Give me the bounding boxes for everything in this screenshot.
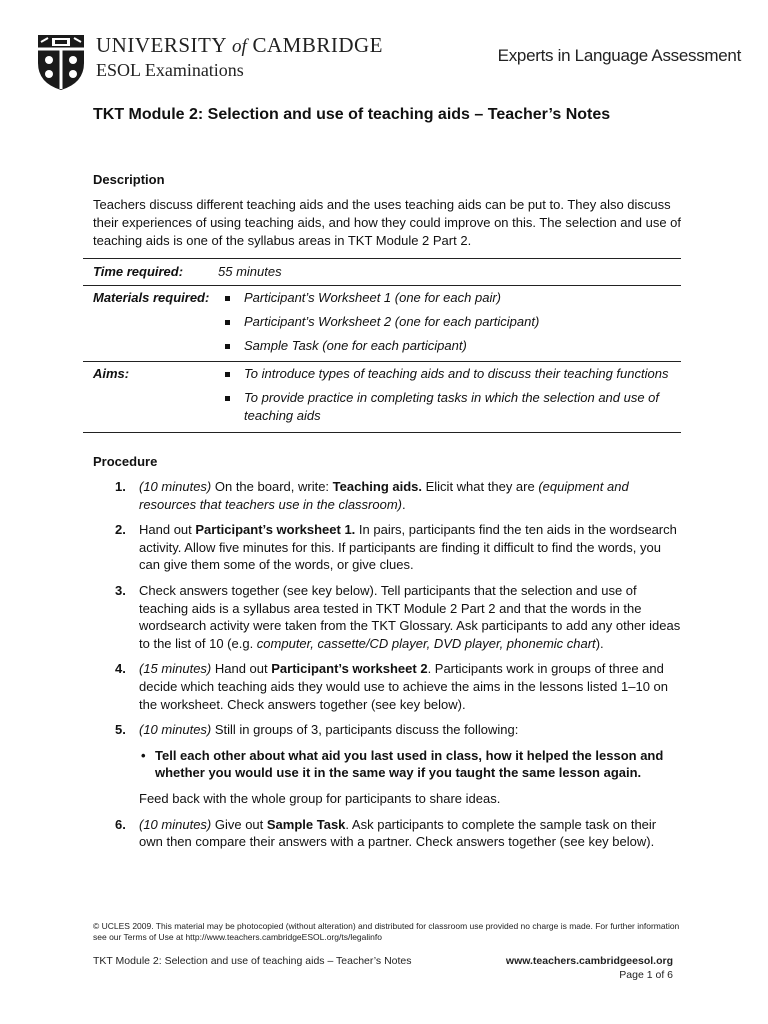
square-bullet-icon (225, 396, 230, 401)
square-bullet-icon (225, 344, 230, 349)
list-item: To introduce types of teaching aids and to discuss their teaching functions (218, 365, 681, 383)
list-item: Participant’s Worksheet 2 (one for each participant) (218, 313, 681, 331)
aims-list (218, 365, 681, 425)
document-title: TKT Module 2: Selection and use of teaching aids – Teacher’s Notes (93, 106, 611, 123)
materials-row (83, 286, 681, 362)
list-item: Sample Task (one for each participant) (218, 337, 681, 355)
esol-examinations: ESOL Examinations (96, 60, 244, 80)
page-header (0, 0, 768, 95)
description-heading: Description (93, 172, 165, 187)
cambridge-crest-icon (36, 33, 86, 91)
procedure-step-4: 4. (15 minutes) Hand out Participant’s worksheet 2. Participants work in groups of three and decide which teaching aids they would use to achieve the aims in the lessons listed 1–10 on the worksheet. Check answers together (see key below). (115, 661, 668, 712)
page-number: Page 1 of 6 (619, 969, 673, 981)
list-item: To provide practice in completing tasks in which the selection and use of teaching aids (218, 389, 681, 425)
bullet-dot-icon: • (141, 747, 146, 763)
aims-row (83, 362, 681, 433)
time-label: Time required: (93, 264, 184, 279)
square-bullet-icon (225, 372, 230, 377)
materials-list (218, 289, 681, 355)
tagline: Experts in Language Assessment (497, 46, 741, 65)
university-name: UNIVERSITY of CAMBRIDGE (96, 33, 384, 57)
copyright-notice: © UCLES 2009. This material may be photocopied (without alteration) and distributed for classroom use provided no charge is made. For further information see our Terms of Use at http://www.teachers.cambridgeESOL.org/ts/legalinfo (93, 921, 680, 942)
procedure-step-5: 5. (10 minutes) Still in groups of 3, participants discuss the following: • Tell each other about what aid you last used in class, how it helped the lesson and whether you would use it in the same way if you taught the same lesson again. Feed back with the whole group for participants to share ideas. (93, 721, 683, 807)
procedure-step-3: 3. Check answers together (see key below). Tell participants that the selection and use of teaching aids is a syllabus area tested in TKT Module 2 Part 2 and that the words in the wordsearch activity were taken from the TKT Glossary. Ask participants to add any other ideas to the list of 10 (e.g. computer, cassette/CD player, DVD player, phonemic chart). (115, 582, 681, 651)
square-bullet-icon (225, 296, 230, 301)
time-row (83, 259, 681, 286)
description-text: Teachers discuss different teaching aids and the uses teaching aids can be put to. They also discuss their experiences of using teaching aids, and how they could improve on this. The selection and use of teaching aids is one of the syllabus areas in TKT Module 2 Part 2. (93, 197, 682, 248)
materials-label: Materials required: (93, 290, 210, 305)
info-table (83, 258, 681, 433)
aims-label: Aims: (93, 366, 130, 381)
time-value: 55 minutes (218, 264, 282, 279)
square-bullet-icon (225, 320, 230, 325)
procedure-steps (93, 478, 683, 859)
procedure-heading: Procedure (93, 454, 158, 469)
procedure-step-2: 2. Hand out Participant’s worksheet 1. In pairs, participants find the ten aids in the wordsearch activity. Allow five minutes for this. If participants are finding it difficult to find the words, you can give them some of the words, or give clues. (115, 522, 677, 573)
footer-website-link[interactable]: www.teachers.cambridgeesol.org (505, 955, 673, 967)
procedure-step-6: 6. (10 minutes) Give out Sample Task. Ask participants to complete the sample task on their own then compare their answers with a partner. Check answers together (see key below). (115, 816, 657, 850)
procedure-step-1: 1. (10 minutes) On the board, write: Teaching aids. Elicit what they are (equipment and resources that teachers use in the classroom). (115, 479, 629, 512)
footer-document-title: TKT Module 2: Selection and use of teaching aids – Teacher’s Notes (93, 955, 412, 967)
discussion-prompt: • Tell each other about what aid you last used in class, how it helped the lesson and whether you would use it in the same way if you taught the same lesson again. (141, 747, 664, 781)
list-item: Participant’s Worksheet 1 (one for each pair) (218, 289, 681, 307)
